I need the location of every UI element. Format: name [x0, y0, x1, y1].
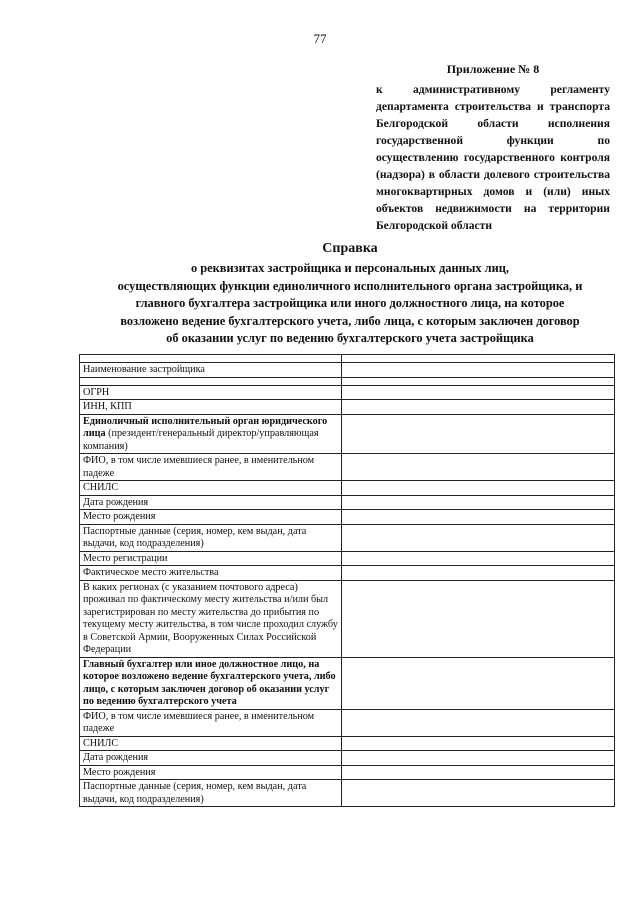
- subtitle-line: об оказании услуг по ведению бухгалтерского учета застройщика: [166, 331, 534, 345]
- page-number: 77: [313, 31, 327, 46]
- table-row: [80, 780, 615, 807]
- value-cell[interactable]: [342, 524, 615, 551]
- value-cell[interactable]: [342, 454, 615, 481]
- row-label: [80, 414, 342, 454]
- value-cell[interactable]: [342, 495, 615, 510]
- row-label: Дата рождения: [80, 495, 342, 510]
- table-row: [80, 481, 615, 496]
- table-row: [80, 709, 615, 736]
- value-cell[interactable]: [342, 780, 615, 807]
- row-label: Место рождения: [80, 510, 342, 525]
- row-label: ФИО, в том числе имевшиеся ранее, в именительном падеже: [80, 454, 342, 481]
- row-label: Место рождения: [80, 765, 342, 780]
- table-row: [80, 580, 615, 657]
- subtitle-line: осуществляющих функции единоличного исполнительного органа застройщика, и: [117, 278, 583, 293]
- value-cell[interactable]: [342, 580, 615, 657]
- row-label: Фактическое место жительства: [80, 566, 342, 581]
- table-row: [80, 736, 615, 751]
- row-label: ОГРН: [80, 385, 342, 400]
- document-subtitle: [80, 260, 620, 348]
- value-cell[interactable]: [342, 510, 615, 525]
- appendix-text: к административному регламенту департамента строительства и транспорта Белгородской области исполнения государственной функции по осуществлению государственного контроля (надзора) в области долевого строительства многоквартирных домов и (или) иных объектов недвижимости на территории Белгородской области: [376, 83, 610, 232]
- value-cell[interactable]: [342, 400, 615, 415]
- row-label: В каких регионах (с указанием почтового адреса) проживал по фактическому месту жительства и/или был зарегистрирован по месту жительства до прибытия по текущему месту жительства, в том числе проходил службу в Советской Армии, Вооруженных Силах Российской Федерации: [80, 580, 342, 657]
- row-label: ФИО, в том числе имевшиеся ранее, в именительном падеже: [80, 709, 342, 736]
- table-spacer-row: [80, 355, 615, 363]
- row-label: ИНН, КПП: [80, 400, 342, 415]
- table-row: [80, 385, 615, 400]
- row-label: Наименование застройщика: [80, 363, 342, 378]
- subtitle-line: о реквизитах застройщика и персональных данных лиц,: [190, 261, 510, 275]
- table-row: [80, 566, 615, 581]
- table-row: [80, 657, 615, 709]
- document-title: Справка: [322, 241, 378, 256]
- spacer-cell: [80, 355, 342, 363]
- value-cell[interactable]: [342, 657, 615, 709]
- value-cell[interactable]: [342, 765, 615, 780]
- value-cell[interactable]: [342, 363, 615, 378]
- requisites-table: [79, 354, 615, 807]
- table-row: [80, 751, 615, 766]
- table-row: [80, 363, 615, 378]
- value-cell[interactable]: [342, 414, 615, 454]
- row-label: Место регистрации: [80, 551, 342, 566]
- row-label: Дата рождения: [80, 751, 342, 766]
- value-cell[interactable]: [342, 566, 615, 581]
- value-cell[interactable]: [342, 481, 615, 496]
- row-label: СНИЛС: [80, 481, 342, 496]
- value-cell[interactable]: [342, 751, 615, 766]
- spacer-cell: [342, 355, 615, 363]
- table-spacer-row: [80, 377, 615, 385]
- row-label-normal: (президент/генеральный директор/управляющая компания): [83, 428, 319, 452]
- table-row: [80, 495, 615, 510]
- subtitle-line: главного бухгалтера застройщика или иного должностного лица, на которое: [135, 296, 565, 310]
- table-row: [80, 765, 615, 780]
- value-cell[interactable]: [342, 709, 615, 736]
- value-cell[interactable]: [342, 551, 615, 566]
- row-label: Паспортные данные (серия, номер, кем выдан, дата выдачи, код подразделения): [80, 524, 342, 551]
- value-cell[interactable]: [342, 736, 615, 751]
- appendix-title: Приложение № 8: [446, 62, 540, 76]
- row-label: Паспортные данные (серия, номер, кем выдан, дата выдачи, код подразделения): [80, 780, 342, 807]
- table-row: [80, 510, 615, 525]
- table-row: [80, 414, 615, 454]
- row-label: Главный бухгалтер или иное должностное лицо, на которое возложено ведение бухгалтерского учета, либо лицо, с которым заключен договор об оказании услуг по ведению бухгалтерского учета: [80, 657, 342, 709]
- table-row: [80, 551, 615, 566]
- spacer-cell: [80, 377, 342, 385]
- table-row: [80, 454, 615, 481]
- appendix-block: [376, 61, 610, 234]
- value-cell[interactable]: [342, 385, 615, 400]
- subtitle-line: возложено ведение бухгалтерского учета, либо лица, с которым заключен договор: [120, 313, 580, 328]
- spacer-cell: [342, 377, 615, 385]
- table-row: [80, 524, 615, 551]
- row-label-bold: Единоличный исполнительный орган юридического лица: [83, 415, 328, 439]
- table-row: [80, 400, 615, 415]
- row-label: СНИЛС: [80, 736, 342, 751]
